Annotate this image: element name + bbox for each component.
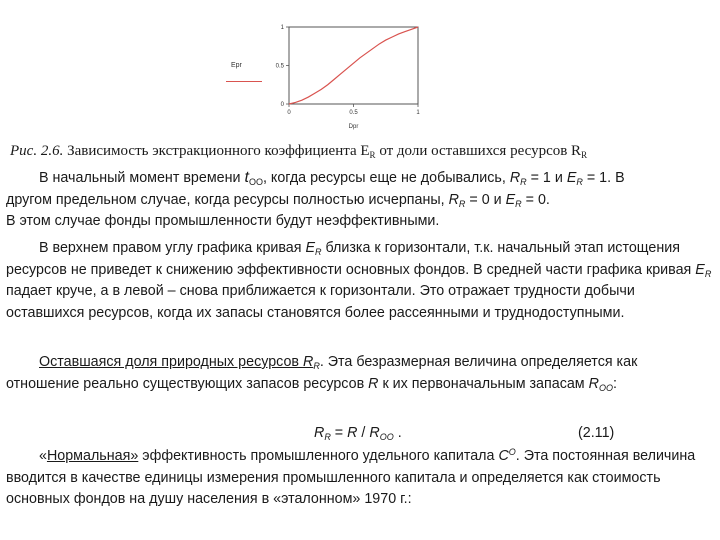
p1-line2: другом предельном случае, когда ресурсы полностью исчерпаны, xyxy=(6,191,449,208)
caption-sub-1: R xyxy=(369,150,376,160)
p5-text-b: эффективность промышленного удельного капитала xyxy=(138,448,499,464)
paragraph-2: В этом случае фонды промышленности будут неэффективными. xyxy=(6,213,440,229)
caption-prefix: Рис. 2.6. xyxy=(10,143,64,159)
p1-t-sub: OO xyxy=(248,177,263,187)
p1-text-f: = 0. xyxy=(521,191,550,208)
plot-frame xyxy=(289,27,418,104)
x-tick-label: 1 xyxy=(416,110,420,116)
paragraph-3 xyxy=(6,238,714,324)
p3-text-a: В верхнем правом углу графика кривая xyxy=(39,240,306,256)
caption-text: Зависимость экстракционного коэффициента E xyxy=(67,143,370,159)
y-tick-label: 0.5 xyxy=(275,63,284,70)
series-line xyxy=(289,27,418,104)
chart xyxy=(0,0,720,140)
p1-text-d: = 1. В xyxy=(582,170,625,186)
formula-number: (2.11) xyxy=(578,425,615,441)
formula-eq: = xyxy=(330,425,348,441)
p3-e2-sub: R xyxy=(704,268,712,279)
legend-swatch xyxy=(226,81,262,82)
p5-underlined: Нормальная» xyxy=(46,448,139,464)
p1-r2: R xyxy=(448,191,459,208)
p3-text-c: падает круче, а в левой – снова приближается к горизонтали. Это отражает трудности добычи оставшихся ресурсов, когда их запасы становятся более рассеянными и труднодоступными. xyxy=(6,283,635,321)
caption-mid: от доли оставшихся ресурсов R xyxy=(375,143,582,159)
p3-e: E xyxy=(305,240,316,256)
p1-text-c: = 1 и xyxy=(526,170,567,186)
p1-r2-sub: R xyxy=(458,198,466,209)
caption-sub-2: R xyxy=(581,150,588,160)
p3-e2: E xyxy=(695,261,705,278)
formula-r: R xyxy=(347,425,358,441)
formula-lhs: R xyxy=(314,425,325,441)
y-tick-label: 1 xyxy=(280,25,284,31)
figure-caption xyxy=(10,143,715,160)
p3-e-sub: R xyxy=(315,247,322,257)
paragraph-5 xyxy=(6,446,714,511)
p4-text-a: . Эта безразмерная величина определяется как отношение реально существующих запасов ресурсов xyxy=(6,354,638,392)
p4-r3: R xyxy=(588,375,599,392)
paragraph-4 xyxy=(6,352,714,395)
p1-e2: E xyxy=(505,191,516,208)
formula-lhs-sub: R xyxy=(324,432,331,442)
p1-text-b: , когда ресурсы еще не добывались, xyxy=(262,170,510,186)
p4-r: R xyxy=(302,354,314,370)
p1-e2-sub: R xyxy=(515,198,522,209)
formula xyxy=(314,425,402,441)
paragraph-1 xyxy=(6,167,714,233)
x-axis-label: Dрr xyxy=(348,124,359,130)
p1-e1: E xyxy=(566,170,577,186)
p5-c-sup: O xyxy=(508,447,516,457)
x-tick-label: 0.5 xyxy=(349,110,358,116)
formula-r00-sub: OO xyxy=(379,432,394,442)
p5-quote: « xyxy=(39,448,47,464)
formula-dot: . xyxy=(393,425,402,441)
p4-r2: R xyxy=(368,375,379,392)
p1-r1-sub: R xyxy=(520,177,527,187)
p4-text-b: к их первоначальным запасам xyxy=(378,375,589,392)
p1-text-a: В начальный момент времени xyxy=(39,170,245,186)
p1-r1: R xyxy=(509,170,521,186)
p1-e1-sub: R xyxy=(576,177,583,187)
p5-text-d: . Эта постоянная величина вводится в качестве единицы измерения промышленного капитала и определяется как стоимость основных фондов на душу населения в «эталонном» 1970 г.: xyxy=(6,448,696,507)
x-tick-label: 0 xyxy=(287,110,291,116)
y-tick-label: 0 xyxy=(280,102,284,108)
figure xyxy=(0,0,720,140)
p4-underlined: Оставшаяся доля природных ресурсов xyxy=(39,354,303,370)
legend-label: Eрr xyxy=(231,62,242,69)
p4-r3-sub: OO xyxy=(598,382,613,393)
formula-r00: R xyxy=(369,425,380,441)
p4-r-sub: R xyxy=(313,361,320,371)
p4-text-c: : xyxy=(612,375,617,392)
p1-t: t xyxy=(244,169,249,186)
p5-c: C xyxy=(498,448,509,464)
p3-text-b: близка к горизонтали, т.к. начальный этап истощения ресурсов не приведет к снижению эффективности основных фондов. В средней части графика кривая xyxy=(6,240,696,278)
p1-text-e: = 0 и xyxy=(465,191,506,208)
formula-slash: / xyxy=(357,425,370,441)
